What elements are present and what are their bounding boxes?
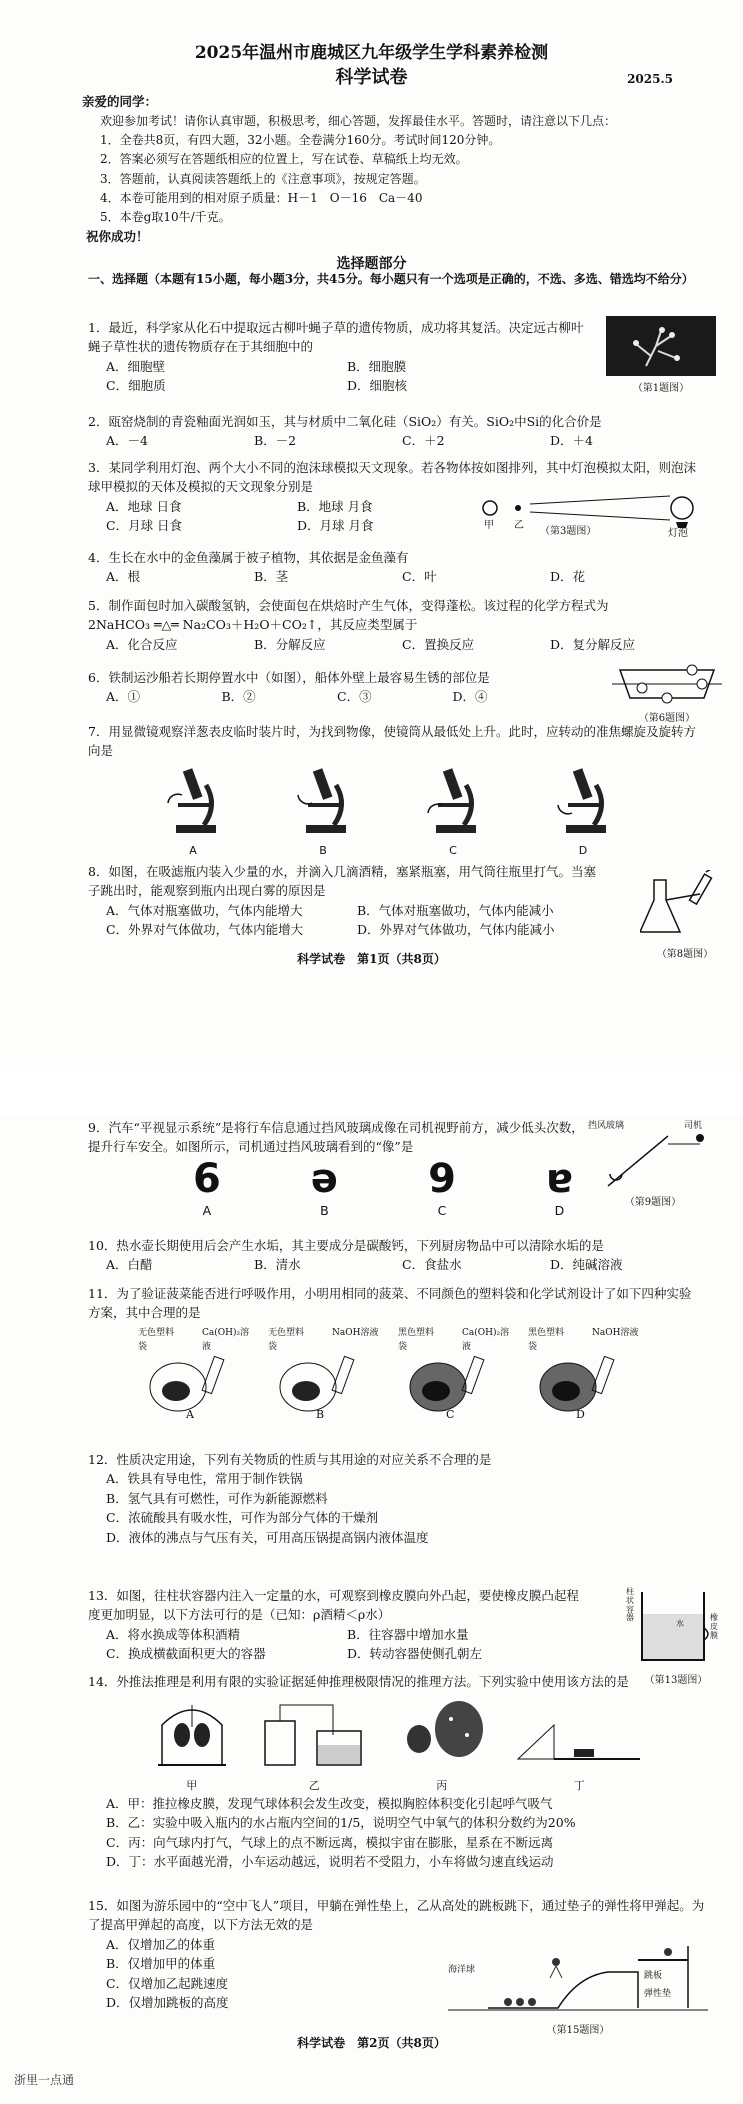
option: A．气体对瓶塞做功，气体内能增大 xyxy=(106,902,303,918)
flask-pump-diagram xyxy=(640,870,730,942)
question-10: 10．热水壶长期使用后会产生水垢，其主要成分是碳酸钙，下列厨房物品中可以清除水垢的是 A．白醋 B．清水 C．食盐水 D．纯碱溶液 xyxy=(88,1236,698,1275)
bag-a: 无色塑料袋 Ca(OH)₂溶液 A xyxy=(138,1327,250,1421)
question-15: 15．如图为游乐园中的“空中飞人”项目，甲躺在弹性垫上，乙从高处的跳板跳下，通过垫子的弹性将甲弹起。为了提高甲弹起的高度，以下方法无效的是 A．仅增加乙的体重 B．仅增加甲的体重 C．仅增加乙起跳速度 D．仅增加跳板的高度 xyxy=(88,1896,708,2012)
option: A．① xyxy=(106,689,141,705)
option: D．纯碱溶液 xyxy=(550,1257,623,1273)
exam-date: 2025.5 xyxy=(627,72,673,86)
microscope-icon xyxy=(418,765,488,837)
notice-item: 4．本卷可能用到的相对原子质量：H－1 O－16 Ca－40 xyxy=(100,190,423,205)
question-6: 6．铁制运沙船若长期停置水中（如图），船体外壁上最容易生锈的部位是 A．① B．② C．③ D．④ xyxy=(88,668,568,707)
balloon-icon xyxy=(397,1695,487,1771)
option: D．外界对气体做功，气体内能减小 xyxy=(357,922,555,938)
figure-q13: 柱状容器 水 橡皮膜 （第13题图） xyxy=(626,1588,726,1689)
option: D．转动容器使侧孔朝左 xyxy=(347,1646,483,1662)
option: D．液体的沸点与气压有关，可用高压锅提高锅内液体温度 xyxy=(106,1529,429,1545)
option: B．细胞膜 xyxy=(347,358,407,374)
option: A．根 xyxy=(106,569,141,585)
question-9: 9．汽车“平视显示系统”是将行车信息通过挡风玻璃成像在司机视野前方，减少低头次数，提升行车安全。如图所示，司机通过挡风玻璃看到的“像”是 6 A ə B 9 C ɐ D xyxy=(88,1118,588,1220)
option: B．氢气具有可燃性，可作为新能源燃料 xyxy=(106,1490,328,1506)
question-4: 4．生长在水中的金鱼藻属于被子植物，其依据是金鱼藻有 A．根 B．茎 C．叶 D．花 xyxy=(88,548,698,587)
option: D．丁：水平面越光滑，小车运动越远，说明若不受阻力，小车将做匀速直线运动 xyxy=(106,1853,554,1869)
option: C．食盐水 xyxy=(402,1257,462,1273)
option: C．叶 xyxy=(402,569,437,585)
figure-q6 xyxy=(612,662,722,727)
notice-item: 1．全卷共8页，有四大题，32小题。全卷满分160分。考试时间120分钟。 xyxy=(100,133,501,148)
section-title: 选择题部分 xyxy=(336,256,407,272)
option: A．地球 日食 xyxy=(106,498,182,514)
caption: （第13题图） xyxy=(644,1675,708,1687)
microscope-a: A xyxy=(158,765,228,859)
option: C．＋2 xyxy=(402,433,445,449)
option: A．－4 xyxy=(106,433,148,449)
option: B．茎 xyxy=(254,569,289,585)
option: C．外界对气体做功，气体内能增大 xyxy=(106,922,304,938)
question-5: 5．制作面包时加入碳酸氢钠，会使面包在烘焙时产生气体，变得蓬松。该过程的化学方程式为 2NaHCO₃ ═△═ Na₂CO₃＋H₂O＋CO₂↑，其反应类型属于 A．化合反应 B．分解反应 C．置换反应 D．复分解反应 xyxy=(88,596,698,654)
question-8: 8．如图，在吸滤瓶内装入少量的水，并滴入几滴酒精，塞紧瓶塞，用气筒往瓶里打气。当塞子跳出时，能观察到瓶内出现白雾的原因是 A．气体对瓶塞做功，气体内能增大 B．气体对瓶塞做功，气体内能减小 C．外界对气体做功，气体内能增大 D．外界对气体做功，气体内能减小 xyxy=(88,862,608,940)
ship-diagram xyxy=(612,662,722,706)
bag-d: 黑色塑料袋 NaOH溶液 D xyxy=(528,1327,639,1421)
option: D．花 xyxy=(550,569,586,585)
option: D．细胞核 xyxy=(347,378,408,394)
option: C．仅增加乙起跳速度 xyxy=(106,1975,229,1991)
option: D．④ xyxy=(452,689,488,705)
greeting: 亲爱的同学： xyxy=(82,94,158,109)
microscope-options xyxy=(128,765,648,859)
option: D．月球 月食 xyxy=(297,518,374,534)
label-yi: 乙 xyxy=(514,520,524,531)
option: B．－2 xyxy=(254,433,297,449)
page-2 xyxy=(0,1116,743,2104)
option: B．分解反应 xyxy=(254,636,326,652)
figure-q3 xyxy=(470,492,710,543)
image-option-b: ə B xyxy=(310,1155,339,1218)
bag-options xyxy=(128,1327,648,1421)
microscope-c: C xyxy=(418,765,488,859)
figure-q8 xyxy=(640,870,730,963)
experiment-figures xyxy=(138,1695,658,1793)
experiment-yi: 乙 xyxy=(259,1695,369,1793)
question-7: 7．用显微镜观察洋葱表皮临时装片时，为找到物像，使镜筒从最低处上升。此时，应转动的准焦螺旋及旋转方向是 A B C D xyxy=(88,722,698,859)
question-11: 11．为了验证菠菜能否进行呼吸作用，小明用相同的菠菜、不同颜色的塑料袋和化学试剂设计了如下四种实验方案，其中合理的是 无色塑料袋 Ca(OH)₂溶液 A 无色塑料袋 NaOH溶液 B 黑色塑料袋 Ca(OH)₂溶液 C 黑色塑料袋 NaOH溶液 D xyxy=(88,1286,692,1421)
image-option-d: ɐ D xyxy=(545,1155,573,1218)
fossil-photo xyxy=(606,316,716,376)
option: B．地球 月食 xyxy=(297,498,373,514)
page-footer: 科学试卷 第1页（共8页） xyxy=(297,952,446,966)
question-1: 1．最近，科学家从化石中提取远古柳叶蝇子草的遗传物质，成功将其复活。决定远古柳叶蝇子草性状的遗传物质存在于其细胞中的 A．细胞壁 B．细胞膜 C．细胞质 D．细胞核 xyxy=(88,318,588,396)
experiment-jia: 甲 xyxy=(152,1695,232,1793)
label-jia: 甲 xyxy=(484,520,494,531)
equation: 2NaHCO₃ ═△═ Na₂CO₃＋H₂O＋CO₂↑，其反应类型属于 xyxy=(88,617,418,633)
figure-q1 xyxy=(606,316,716,397)
option: C．细胞质 xyxy=(106,378,166,394)
option: A．将水换成等体积酒精 xyxy=(106,1626,241,1642)
option: A．白醋 xyxy=(106,1257,153,1273)
figure-q15: 海洋球 跳板 弹性垫 （第15题图） xyxy=(448,1942,708,2039)
bag-b: 无色塑料袋 NaOH溶液 B xyxy=(268,1327,379,1421)
caption: （第6题图） xyxy=(638,713,696,725)
bag-c: 黑色塑料袋 Ca(OH)₂溶液 C xyxy=(398,1327,510,1421)
ramp-cart-icon xyxy=(514,1695,644,1771)
question-12: 12．性质决定用途，下列有关物质的性质与其用途的对应关系不合理的是 A．铁具有导电性，常用于制作铁锅 B．氢气具有可燃性，可作为新能源燃料 C．浓硫酸具有吸水性，可作为部分气体的干燥剂 D．液体的沸点与气压有关，可用高压锅提高锅内液体温度 xyxy=(88,1450,698,1547)
option: B．清水 xyxy=(254,1257,301,1273)
exam-subtitle: 科学试卷 xyxy=(335,66,408,88)
experiment-bing: 丙 xyxy=(397,1695,487,1793)
image-option-c: 9 C xyxy=(428,1155,456,1218)
figure-q9: 挡风玻璃 司机 （第9题图） xyxy=(588,1120,718,1211)
trampoline-diagram xyxy=(448,1942,708,2018)
notice-intro: 欢迎参加考试！请你认真审题，积极思考，细心答题，发挥最佳水平。答题时，请注意以下几点： xyxy=(100,114,617,128)
option: A．化合反应 xyxy=(106,636,178,652)
caption: （第8题图） xyxy=(656,949,714,961)
page-footer: 科学试卷 第2页（共8页） xyxy=(297,2036,446,2050)
experiment-ding: 丁 xyxy=(514,1695,644,1793)
option: D．＋4 xyxy=(550,433,593,449)
option: A．细胞壁 xyxy=(106,358,166,374)
question-3: 3．某同学利用灯泡、两个大小不同的泡沫球模拟天文现象。若各物体按如图排列，其中灯泡模拟太阳，则泡沫球甲模拟的天体及模拟的天文现象分别是 A．地球 日食 B．地球 月食 C．月球 日食 D．月球 月食 xyxy=(88,458,698,536)
image-options xyxy=(148,1157,618,1220)
option: B．② xyxy=(221,689,256,705)
option: A．甲：推拉橡皮膜，发现气球体积会发生改变，模拟胸腔体积变化引起呼气吸气 xyxy=(106,1795,553,1811)
question-2: 2．瓯窑烧制的青瓷釉面光润如玉，其与材质中二氧化硅（SiO₂）有关。SiO₂中Si的化合价是 A．－4 B．－2 C．＋2 D．＋4 xyxy=(88,412,698,451)
question-14: 14．外推法推理是利用有限的实验证据延伸推理极限情况的推理方法。下列实验中使用该方法的是 甲 乙 丙 丁 A．甲：推拉橡皮膜，发现气球体积会发生改变，模拟胸腔体积变化引起呼气吸气 B．乙：实验中吸入瓶内的水占瓶内空间的1/5，说明空气中氧气的体积分数约为20% C．丙：向气球内打气，气球上的点不断远离，模拟宇宙在膨胀，星系在不断远离 D．丁：水平面越光滑，小车运动越远，说明若不受阻力，小车将做匀速直线运动 xyxy=(88,1672,698,1871)
question-13: 13．如图，往柱状容器内注入一定量的水，可观察到橡皮膜向外凸起，要使橡皮膜凸起程度更加明显，以下方法可行的是（已知：ρ酒精＜ρ水） A．将水换成等体积酒精 B．往容器中增加水量 C．换成横截面积更大的容器 D．转动容器使侧孔朝左 xyxy=(88,1586,588,1664)
option: C．月球 日食 xyxy=(106,518,183,534)
option: C．丙：向气球内打气，气球上的点不断远离，模拟宇宙在膨胀，星系在不断远离 xyxy=(106,1834,554,1850)
option: D．仅增加跳板的高度 xyxy=(106,1994,229,2010)
windshield-diagram xyxy=(588,1130,718,1190)
option: B．仅增加甲的体重 xyxy=(106,1956,216,1972)
label-bulb: 灯泡 xyxy=(668,528,688,539)
microscope-d: D xyxy=(548,765,618,859)
option: B．往容器中增加水量 xyxy=(347,1626,469,1642)
caption: （第3题图） xyxy=(540,526,597,537)
microscope-icon xyxy=(548,765,618,837)
option: C．浓硫酸具有吸水性，可作为部分气体的干燥剂 xyxy=(106,1510,379,1526)
notice-item: 5．本卷g取10牛/千克。 xyxy=(100,209,231,224)
microscope-icon xyxy=(158,765,228,837)
option: A．仅增加乙的体重 xyxy=(106,1936,216,1952)
exam-title: 2025年温州市鹿城区九年级学生学科素养检测 xyxy=(194,43,549,63)
option: B．气体对瓶塞做功，气体内能减小 xyxy=(357,902,554,918)
option: D．复分解反应 xyxy=(550,636,636,652)
caption: （第15题图） xyxy=(546,2025,610,2037)
option: C．③ xyxy=(337,689,372,705)
notice-block xyxy=(82,92,713,247)
section-heading: 一、选择题（本题有15小题，每小题3分，共45分。每小题只有一个选项是正确的，不选、多选、错选均不给分） xyxy=(88,272,694,286)
caption: （第1题图） xyxy=(632,383,690,395)
option: B．乙：实验中吸入瓶内的水占瓶内空间的1/5，说明空气中氧气的体积分数约为20% xyxy=(106,1815,576,1831)
notice-item: 2．答案必须写在答题纸相应的位置上，写在试卷、草稿纸上均无效。 xyxy=(100,152,468,167)
bell-jar-icon xyxy=(152,1695,232,1771)
credit-watermark: 浙里一点通 xyxy=(14,2073,75,2088)
option: C．置换反应 xyxy=(402,636,475,652)
image-option-a: 6 A xyxy=(193,1155,221,1218)
notice-wish: 祝你成功！ xyxy=(86,229,149,245)
caption: （第9题图） xyxy=(624,1197,682,1209)
option: A．铁具有导电性，常用于制作铁锅 xyxy=(106,1471,303,1487)
oxygen-apparatus-icon xyxy=(259,1695,369,1771)
option: C．换成横截面积更大的容器 xyxy=(106,1646,266,1662)
microscope-b: B xyxy=(288,765,358,859)
notice-item: 3．答题前，认真阅读答题纸上的《注意事项》，按规定答题。 xyxy=(100,171,426,186)
microscope-icon xyxy=(288,765,358,837)
page-gap xyxy=(0,1070,743,1116)
